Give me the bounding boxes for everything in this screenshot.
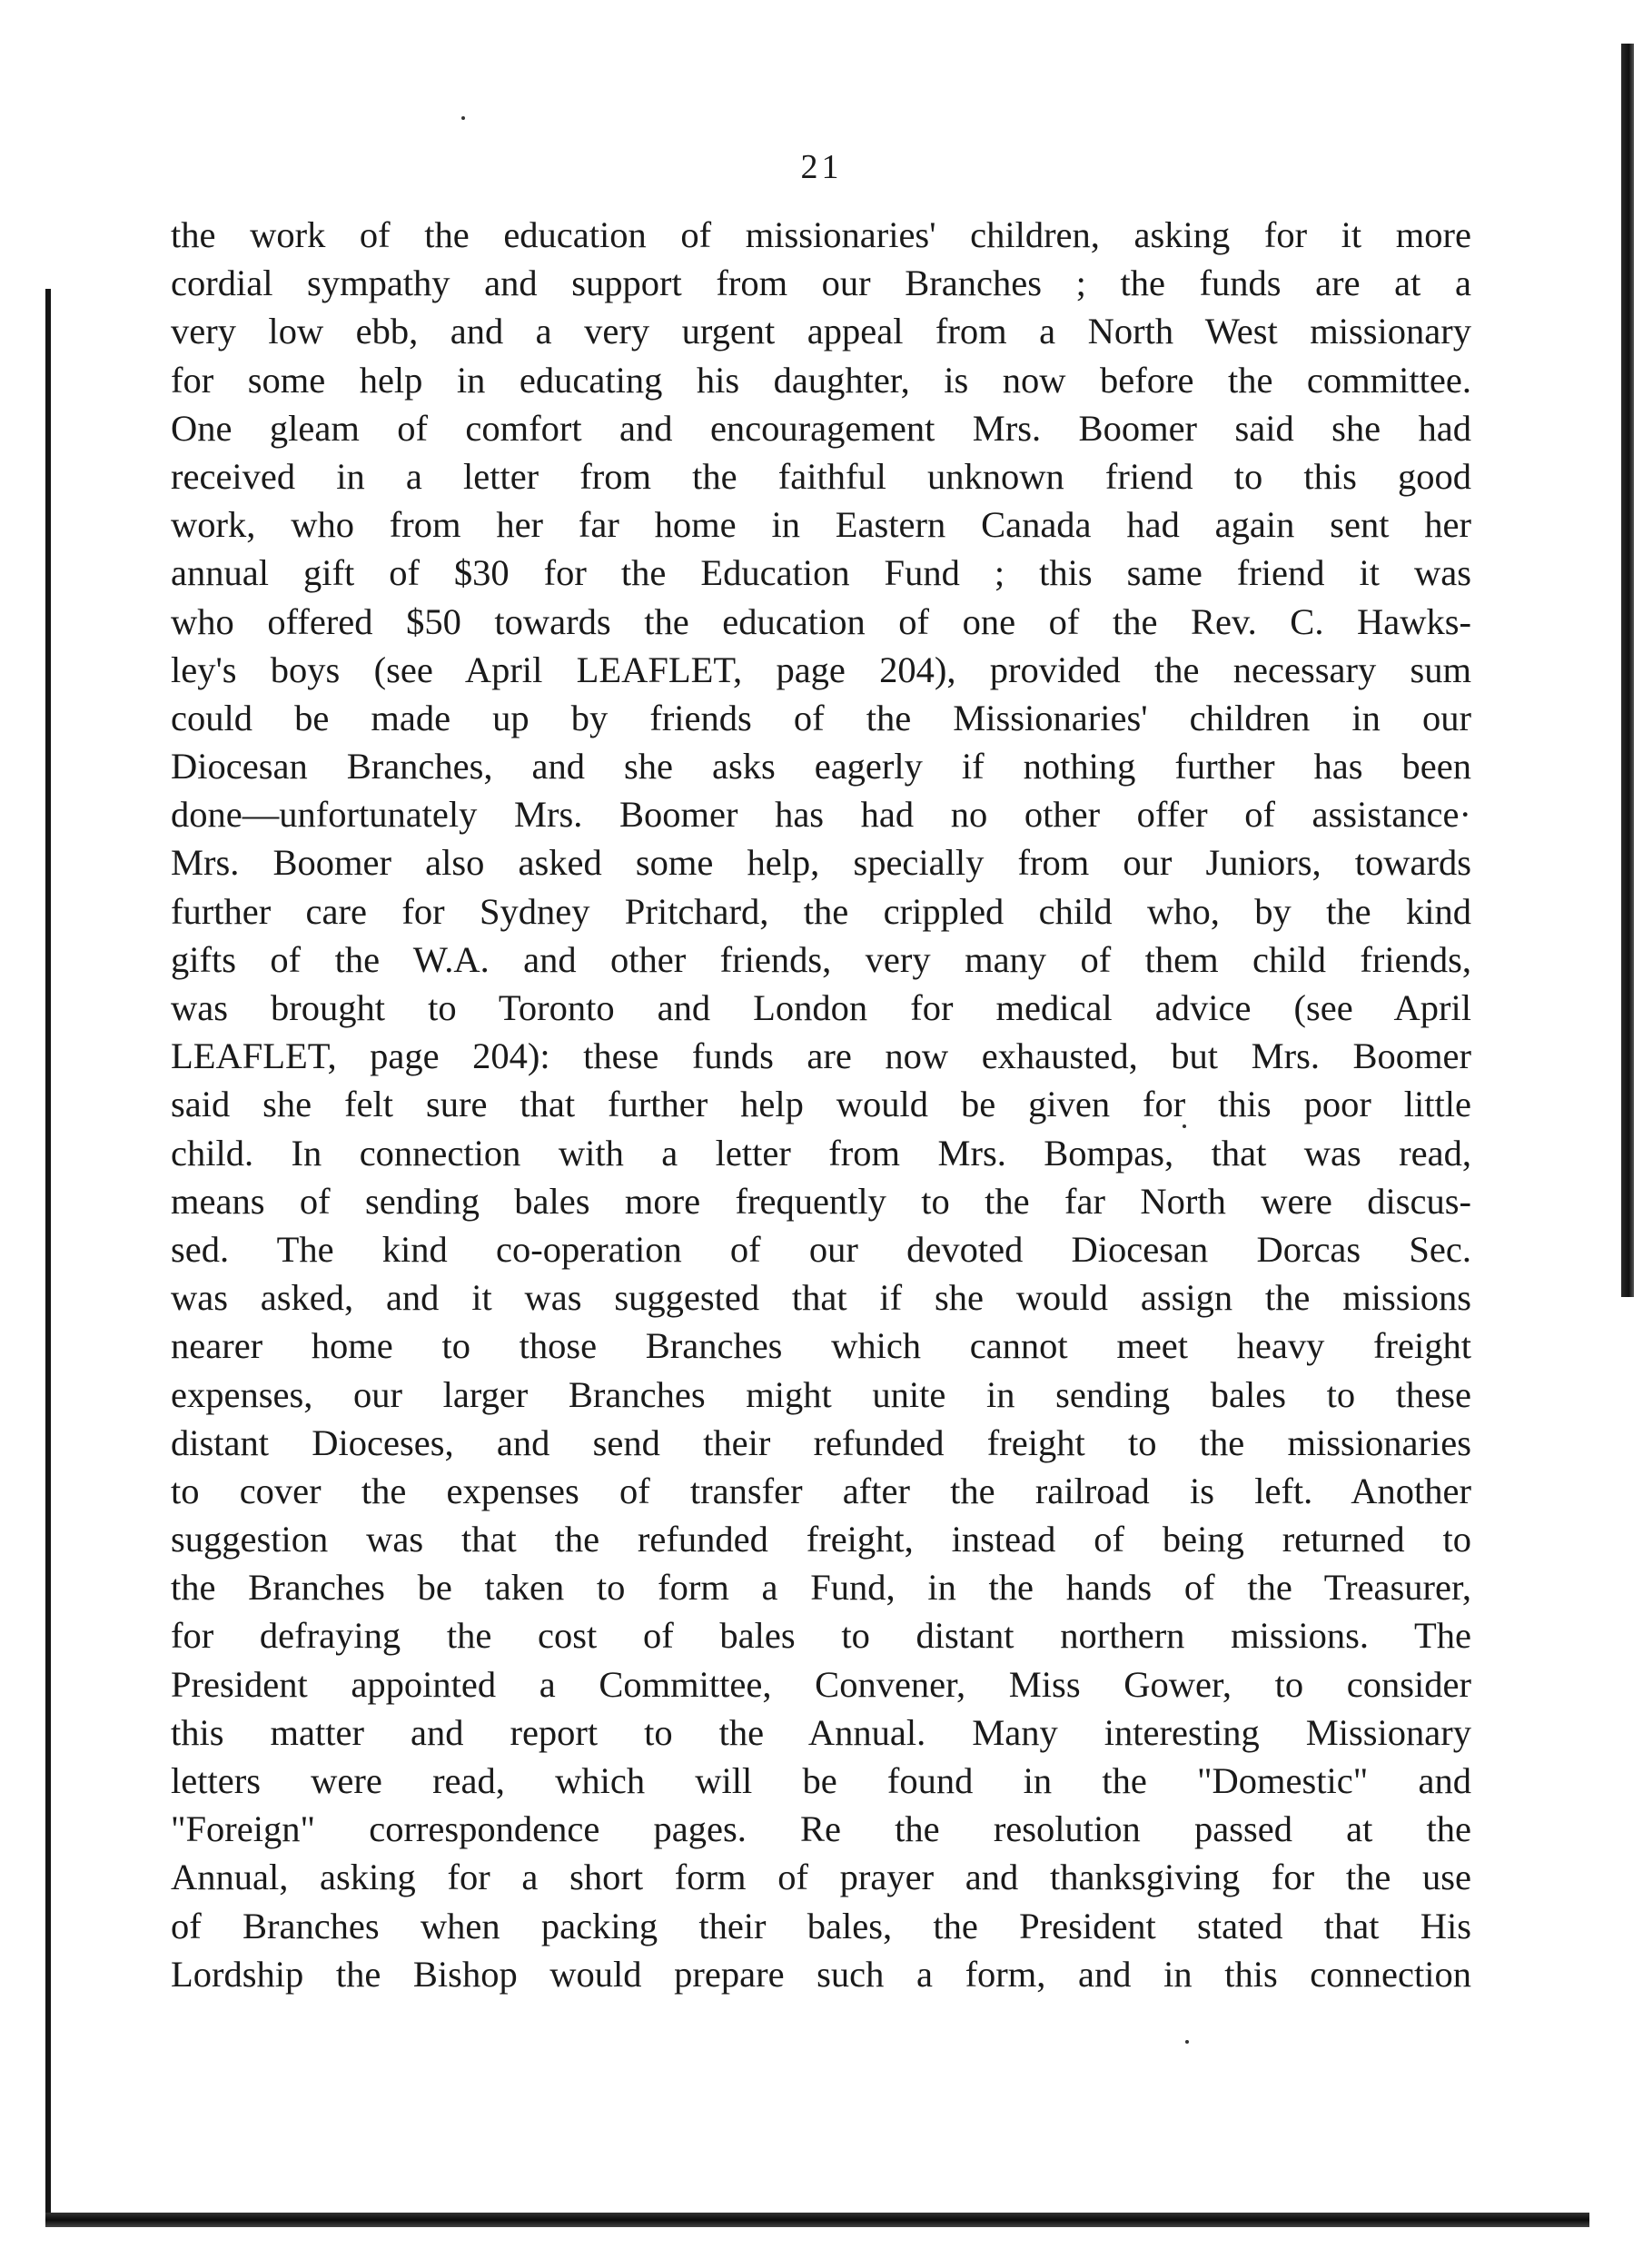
text-line: child. In connection with a letter from Mrs. Bompas, that was read,	[171, 1132, 1471, 1174]
text-line: One gleam of comfort and encouragement Mrs. Boomer said she had	[171, 407, 1471, 449]
text-line: who offered $50 towards the education of one of the Rev. C. Hawks-	[171, 600, 1471, 642]
text-line: expenses, our larger Branches might unite in sending bales to these	[171, 1373, 1471, 1415]
print-speck	[461, 116, 465, 120]
text-line: was asked, and it was suggested that if she would assign the missions	[171, 1277, 1471, 1319]
body-text	[171, 211, 1471, 1998]
text-line: LEAFLET, page 204): these funds are now exhausted, but Mrs. Boomer	[171, 1035, 1471, 1077]
text-line: for some help in educating his daughter, is now before the committee.	[171, 359, 1471, 401]
text-line: cordial sympathy and support from our Branches ; the funds are at a	[171, 262, 1471, 304]
text-line: distant Dioceses, and send their refunded freight to the missionaries	[171, 1421, 1471, 1463]
page-number: 21	[800, 148, 843, 186]
text-line: nearer home to those Branches which cannot meet heavy freight	[171, 1325, 1471, 1367]
text-line: very low ebb, and a very urgent appeal from a North West missionary	[171, 311, 1471, 352]
text-line: said she felt sure that further help would be given for this poor little	[171, 1084, 1471, 1125]
text-line: further care for Sydney Pritchard, the crippled child who, by the kind	[171, 890, 1471, 932]
bottom-edge-rule	[45, 2213, 1589, 2227]
right-edge-rule	[1621, 44, 1634, 1297]
text-line: gifts of the W.A. and other friends, very many of them child friends,	[171, 938, 1471, 980]
text-line: of Branches when packing their bales, the President stated that His	[171, 1905, 1471, 1946]
text-line: to cover the expenses of transfer after the railroad is left. Another	[171, 1470, 1471, 1511]
text-line: the Branches be taken to form a Fund, in the hands of the Treasurer,	[171, 1567, 1471, 1609]
text-line: "Foreign" correspondence pages. Re the resolution passed at the	[171, 1808, 1471, 1850]
text-line: work, who from her far home in Eastern Canada had again sent her	[171, 504, 1471, 546]
text-line: letters were read, which will be found in the "Domestic" and	[171, 1760, 1471, 1801]
text-line: the work of the education of missionaries' children, asking for it more	[171, 214, 1471, 255]
text-line: could be made up by friends of the Missionaries' children in our	[171, 697, 1471, 738]
text-line: Annual, asking for a short form of prayer and thanksgiving for the use	[171, 1857, 1471, 1898]
text-line: received in a letter from the faithful unknown friend to this good	[171, 455, 1471, 497]
text-line: was brought to Toronto and London for medical advice (see April	[171, 987, 1471, 1028]
text-line: sed. The kind co-operation of our devoted Diocesan Dorcas Sec.	[171, 1228, 1471, 1270]
text-line: President appointed a Committee, Convener, Miss Gower, to consider	[171, 1663, 1471, 1705]
text-line: suggestion was that the refunded freight, instead of being returned to	[171, 1519, 1471, 1560]
text-line: means of sending bales more frequently to the far North were discus-	[171, 1180, 1471, 1222]
text-line: ley's boys (see April LEAFLET, page 204), provided the necessary sum	[171, 649, 1471, 690]
text-line: Lordship the Bishop would prepare such a form, and in this connection	[171, 1953, 1471, 1995]
left-edge-rule	[45, 289, 51, 2219]
text-line: Mrs. Boomer also asked some help, specially from our Juniors, towards	[171, 842, 1471, 884]
text-line: done—unfortunately Mrs. Boomer has had no other offer of assistance·	[171, 794, 1471, 836]
print-speck	[1185, 2040, 1189, 2044]
text-line: this matter and report to the Annual. Many interesting Missionary	[171, 1711, 1471, 1753]
text-line: for defraying the cost of bales to distant northern missions. The	[171, 1615, 1471, 1657]
text-line: Diocesan Branches, and she asks eagerly if nothing further has been	[171, 746, 1471, 787]
text-line: annual gift of $30 for the Education Fund ; this same friend it was	[171, 552, 1471, 594]
